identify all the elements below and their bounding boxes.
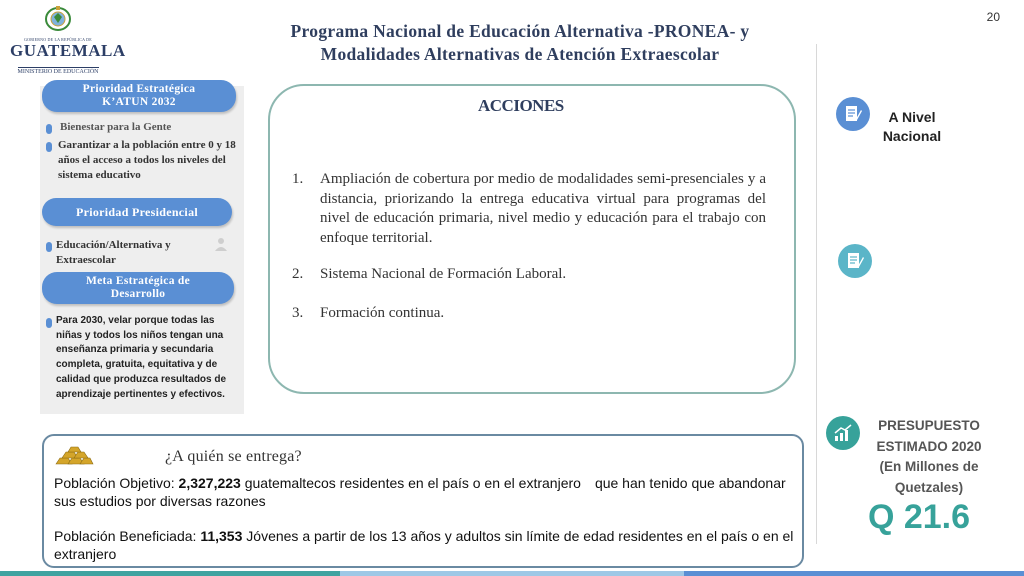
acciones-title: ACCIONES xyxy=(478,96,564,115)
poblacion-objetivo xyxy=(54,474,794,510)
column-divider xyxy=(816,44,817,544)
budget-label xyxy=(862,416,996,498)
presidential-priority-pill: Prioridad Presidencial xyxy=(42,198,232,226)
objetivo-label: Población Objetivo: xyxy=(54,475,179,491)
nivel-line2: Nacional xyxy=(882,128,942,144)
beneficiada-value: 11,353 xyxy=(200,528,243,544)
beneficiada-label: Población Beneficiada: xyxy=(54,528,201,544)
title-line-2: Modalidades Alternativas de Atención Extraescolar xyxy=(320,44,720,64)
pill3-line1: Meta Estratégica de xyxy=(85,275,191,287)
accion-item xyxy=(292,265,772,285)
bienestar-text: Bienestar para la Gente xyxy=(60,121,172,133)
bullet-dot xyxy=(46,124,52,134)
bullet-dot xyxy=(46,142,52,152)
development-goal-pill xyxy=(42,272,234,304)
guatemala-mineduc-logo xyxy=(10,4,126,75)
accion-number: 2. xyxy=(292,266,304,282)
poblacion-beneficiada xyxy=(54,527,794,563)
logo-country: GUATEMALA xyxy=(10,41,126,60)
meta-2030-text: Para 2030, velar porque todas las niñas y todos los niños tengan una enseñanza primaria y secundaria completa, gratuita, equitativa y de calidad que produzca resultados de aprendizaje pertinentes y efectivos. xyxy=(56,315,227,400)
budget-line2: ESTIMADO 2020 xyxy=(876,438,982,454)
accion-text: Sistema Nacional de Formación Laboral. xyxy=(320,266,567,282)
pill3-line2: Desarrollo xyxy=(110,288,166,300)
accion-number: 1. xyxy=(292,171,304,187)
katun-priority-pill xyxy=(42,80,236,112)
objetivo-value: 2,327,223 xyxy=(178,475,241,491)
footer-strip-teal xyxy=(0,571,340,576)
footer-strip-lightblue xyxy=(340,571,684,576)
budget-line1: PRESUPUESTO xyxy=(878,418,980,433)
document-edit-icon xyxy=(836,97,870,131)
person-icon xyxy=(213,236,229,252)
objetivo-rest: guatemaltecos residentes en el país o en el extranjero xyxy=(240,475,581,491)
logo-top-line: GOBIERNO DE LA REPÚBLICA DE xyxy=(24,37,92,42)
accion-text: Formación continua. xyxy=(320,305,445,321)
logo-ministry: MINISTERIO DE EDUCACIÓN xyxy=(17,69,99,75)
garantizar-text: Garantizar a la población entre 0 y 18 años el acceso a todos los niveles del sistema educativo xyxy=(58,139,236,181)
accion-number: 3. xyxy=(292,305,304,321)
educacion-text: Educación/Alternativa y Extraescolar xyxy=(56,239,171,266)
page-title xyxy=(250,20,790,66)
gold-bars-icon xyxy=(52,444,94,468)
beneficiada-rest: Jóvenes a partir de los 13 años y adultos sin límite de edad residentes en el país o en el extranjero xyxy=(54,528,794,562)
budget-line4: Quetzales) xyxy=(894,479,964,495)
accion-text: Ampliación de cobertura por medio de modalidades semi-presenciales y a distancia, priorizando la entrega educativa virtual para programas del nivel de educación primaria, nivel medio y educación para el trabajo con enfoque territorial. xyxy=(320,171,766,246)
accion-item xyxy=(292,304,772,324)
nivel-line1: A Nivel xyxy=(888,109,936,125)
document-edit-icon xyxy=(838,244,872,278)
nivel-nacional-label xyxy=(872,108,952,146)
bullet-dot xyxy=(46,242,52,252)
accion-item xyxy=(292,170,772,250)
objetivo-rest2: que han tenido que abandonar sus estudios por diversas razones xyxy=(54,475,786,509)
page-number: 20 xyxy=(986,10,1000,24)
coat-of-arms-icon xyxy=(43,4,73,32)
footer-strip-blue xyxy=(684,571,1024,576)
title-line-1: Programa Nacional de Educación Alternativa -PRONEA- y xyxy=(290,21,750,41)
bullet-dot xyxy=(46,318,52,328)
bar-chart-growth-icon xyxy=(826,416,860,450)
budget-line3: (En Millones de xyxy=(879,459,979,474)
pill1-line1: Prioridad Estratégica xyxy=(82,83,196,95)
budget-amount: Q 21.6 xyxy=(867,498,971,536)
a-quien-heading: ¿A quién se entrega? xyxy=(165,448,302,465)
pill1-line2: K’ATUN 2032 xyxy=(102,96,176,108)
